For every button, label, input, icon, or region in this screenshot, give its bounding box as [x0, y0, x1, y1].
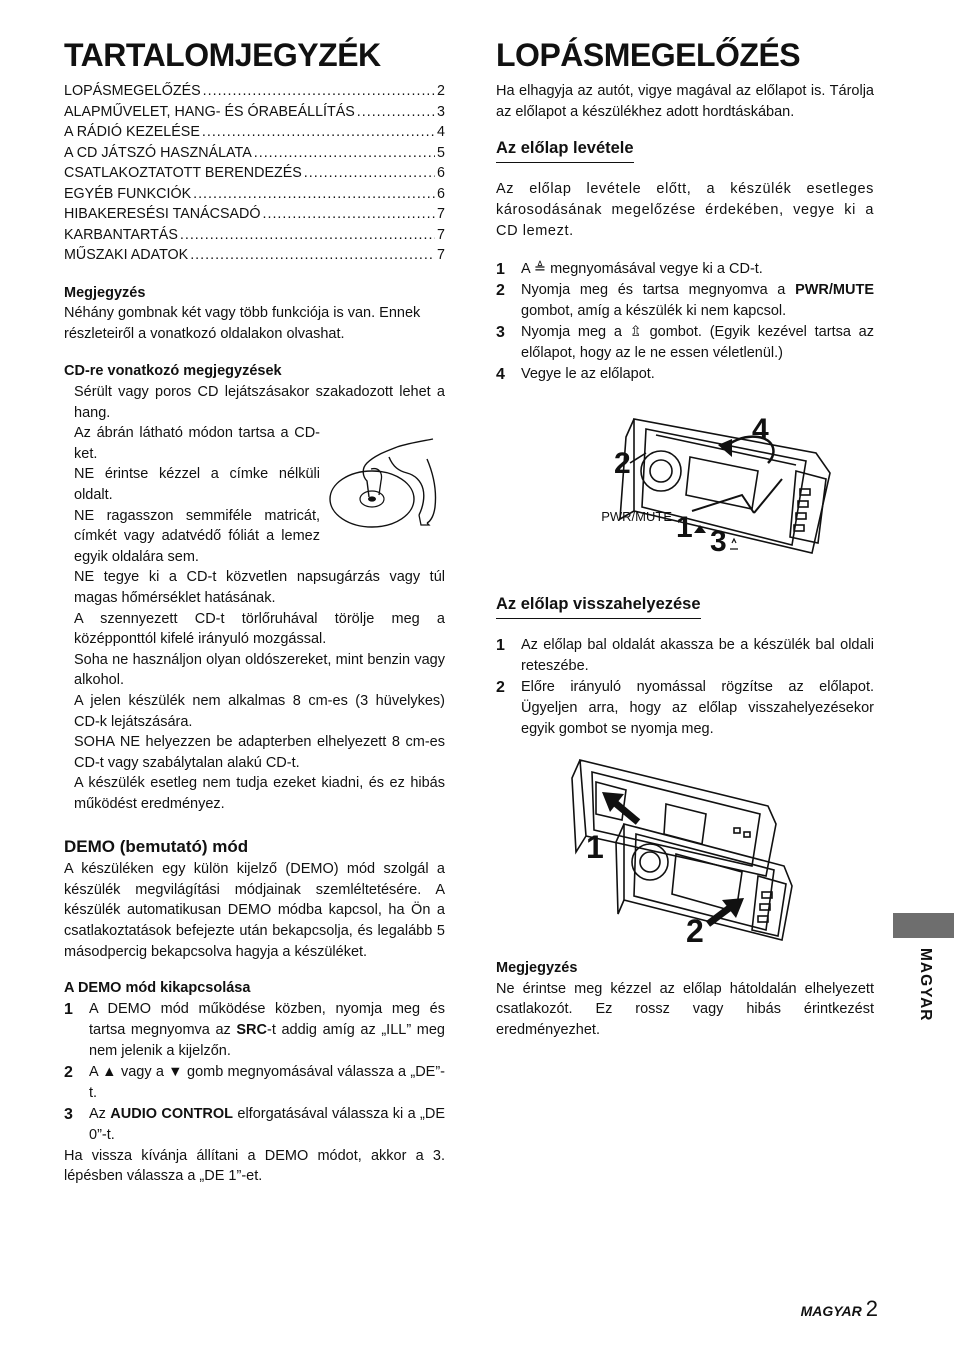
language-tab-marker [893, 913, 954, 938]
cd-note: NE érintse kézzel a címke nélküli oldalt. [74, 466, 320, 504]
attach-steps [496, 635, 874, 740]
demo-heading: DEMO (bemutató) mód [64, 836, 249, 856]
remove-steps [496, 259, 874, 385]
toc-item: HIBAKERESÉSI TANÁCSADÓ ..... 7 [64, 204, 445, 225]
cd-handling-block [64, 423, 445, 567]
footer-language: MAGYAR [800, 1303, 862, 1319]
faceplate-attach-illustration [496, 754, 874, 950]
cd-note: NE ragasszon semmiféle matricát, címkét vagy adatvédő fóliát a lemez egyik oldalára sem. [74, 507, 320, 565]
step: 1 Az előlap bal oldalát akassza be a készülék bal oldali reteszébe. [496, 637, 874, 675]
pwr-mute-label: PWR/MUTE [601, 509, 672, 525]
step: 1 A ≜ megnyomásával vegye ki a CD-t. [496, 261, 763, 279]
right-column [496, 38, 874, 1041]
note-text: Ne érintse meg kézzel az előlap hátoldalán elhelyezett csatlakozót. Ez rossz vagy hibás érintkezést eredményezhet. [496, 980, 874, 1038]
antitheft-title: LOPÁSMEGELŐZÉS [496, 37, 801, 73]
note-heading: Megjegyzés [496, 960, 578, 977]
step: 4 Vegye le az előlapot. [496, 366, 655, 384]
cd-note: NE tegye ki a CD-t közvetlen napsugárzás vagy túl magas hőmérséklet hatásának. [74, 569, 445, 606]
toc-item: A RÁDIÓ KEZELÉSE ..... 4 [64, 122, 445, 143]
toc-item: CSATLAKOZTATOTT BERENDEZÉS ..... 6 [64, 163, 445, 184]
step: 2 Nyomja meg és tartsa megnyomva a PWR/MUTE gombot, amíg a készülék ki nem kapcsol. [496, 282, 874, 320]
figure-step-number: 4 [752, 413, 769, 447]
figure-step-number: 2 [686, 913, 704, 950]
toc-title: TARTALOMJEGYZÉK [64, 37, 381, 73]
release-icon [730, 539, 738, 549]
toc-item: ALAPMŰVELET, HANG- ÉS ÓRABEÁLLÍTÁS ..... 3 [64, 102, 445, 123]
note-text: Néhány gombnak két vagy több funkciója is van. Ennek részleteiről a vonatkozó oldalakon olvashat. [64, 305, 421, 342]
page-footer [801, 1296, 878, 1322]
note-heading: Megjegyzés [64, 284, 146, 301]
demo-off-steps [64, 999, 445, 1146]
attach-heading: Az előlap visszahelyezése [496, 595, 701, 619]
cd-note: A jelen készülék nem alkalmas 8 cm-es (3 hüvelykes) CD-k lejátszására. [74, 692, 445, 730]
table-of-contents [64, 81, 445, 266]
cd-notes-heading: CD-re vonatkozó megjegyzések [64, 363, 282, 380]
toc-item: MŰSZAKI ADATOK ..... 7 [64, 245, 445, 266]
demo-text: A készüléken egy külön kijelző (DEMO) mód szolgál a készülék megvilágítási módjainak szemléltetésére. A készülék automatikusan DEMO módba kapcsol, ha Ön a csatlakoztatások befejezte után bekapcsolja, és legalább 5 másodpercig bekapcsolva hagyja a készüléket. [64, 861, 445, 960]
cd-note: Az ábrán látható módon tartsa a CD-ket. [74, 425, 320, 462]
figure-step-number: 2 [614, 447, 631, 481]
figure-step-number: 1 [586, 829, 604, 866]
toc-item: LOPÁSMEGELŐZÉS ..... 2 [64, 81, 445, 102]
demo-after-text: Ha vissza kívánja állítani a DEMO módot, akkor a 3. lépésben válassza a „DE 1”-et. [64, 1147, 445, 1185]
step: 2 A ▲ vagy a ▼ gomb megnyomásával válassza a „DE”-t. [64, 1063, 445, 1101]
toc-item: A CD JÁTSZÓ HASZNÁLATA ..... 5 [64, 143, 445, 164]
cd-note: A készülék esetleg nem tudja ezeket kiadni, és ez hibás működést eredményez. [74, 775, 445, 812]
remove-text: Az előlap levétele előtt, a készülék esetleges károsodásának megelőzése érdekében, vegye ki a CD lemezt. [496, 181, 874, 239]
left-column [64, 38, 445, 1187]
step: 3 Nyomja meg a ⇫ gombot. (Egyik kezével tartsa az előlapot, hogy az le ne essen véletlenül.) [496, 324, 874, 362]
figure-step-number: 3 [710, 525, 727, 559]
step: 2 Előre irányuló nyomással rögzítse az előlapot. Ügyeljen arra, hogy az előlap visszahelyezésekor egyik gombot se nyomja meg. [496, 679, 874, 738]
cd-hand-illustration [327, 437, 445, 537]
remove-heading: Az előlap levétele [496, 139, 634, 163]
step: 3 Az AUDIO CONTROL elforgatásával válassza ki a „DE 0”-t. [64, 1105, 446, 1143]
cd-note: Sérült vagy poros CD lejátszásakor szakadozott lehet a hang. [74, 384, 445, 421]
toc-item: EGYÉB FUNKCIÓK ..... 6 [64, 184, 445, 205]
demo-off-heading: A DEMO mód kikapcsolása [64, 980, 251, 997]
toc-item: KARBANTARTÁS ..... 7 [64, 225, 445, 246]
cd-note: SOHA NE helyezzen be adapterben elhelyezett 8 cm-es CD-t vagy szabálytalan alakú CD-t. [74, 734, 445, 771]
antitheft-intro: Ha elhagyja az autót, vigye magával az előlapot is. Tárolja az előlapot a készülékhez adott hordtáskában. [496, 83, 874, 120]
step: 1 A DEMO mód működése közben, nyomja meg és tartsa megnyomva az SRC-t addig amíg az „ILL” meg nem jelenik a kijelzőn. [64, 1000, 445, 1059]
language-sidebar-label: MAGYAR [917, 948, 934, 1022]
figure-step-number: 1 [676, 511, 693, 545]
cd-note: Soha ne használjon olyan oldószereket, mint benzin vagy alkohol. [74, 651, 445, 689]
faceplate-removal-illustration [496, 409, 874, 569]
cd-note: A szennyezett CD-t törlőruhával törölje meg a középponttól kifelé irányuló mozgással. [74, 610, 445, 648]
page-number: 2 [865, 1296, 878, 1321]
